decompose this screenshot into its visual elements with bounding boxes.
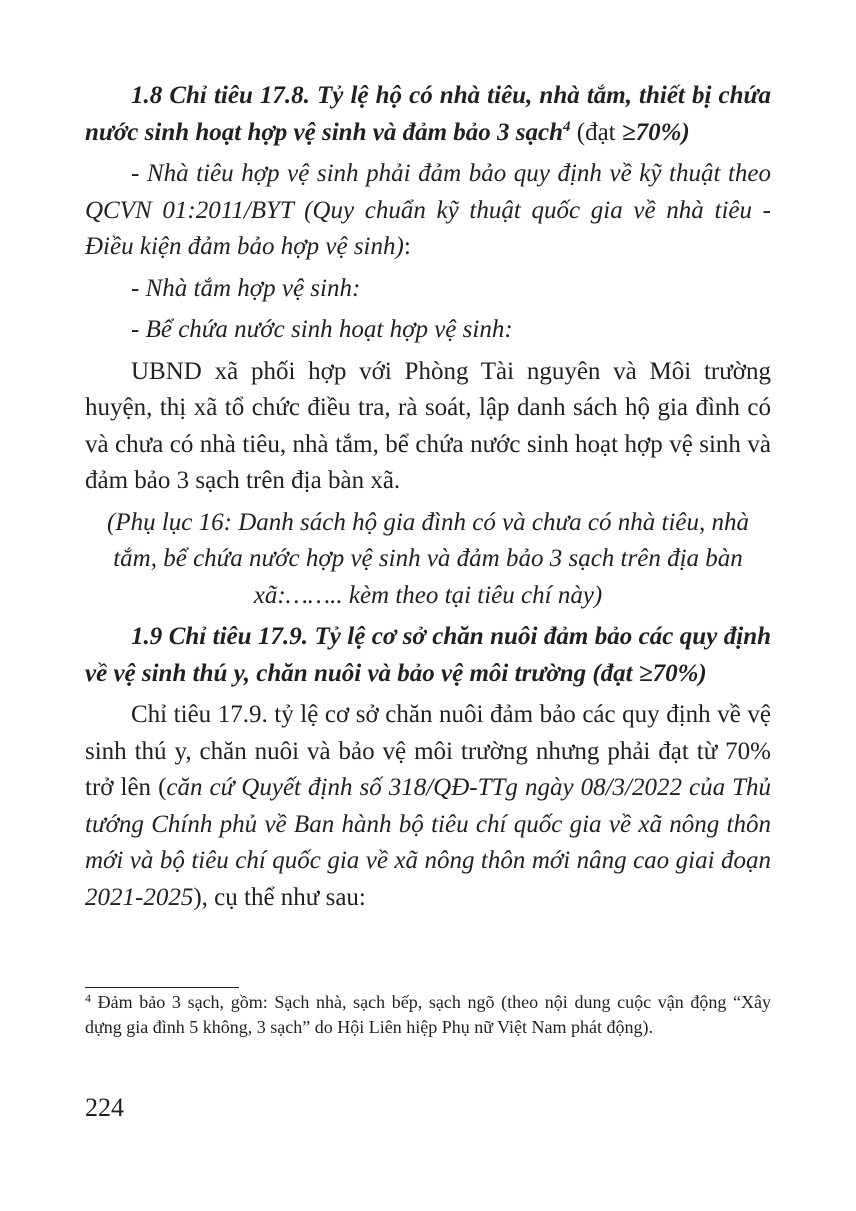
- footnote-number: 4: [85, 991, 91, 1005]
- list-item: - Nhà tiêu hợp vệ sinh phải đảm bảo quy định về kỹ thuật theo QCVN 01:2011/BYT (Quy chuẩn kỹ thuật quốc gia về nhà tiêu - Điều kiện đảm bảo hợp vệ sinh):: [85, 160, 771, 260]
- body-paragraph: UBND xã phối hợp với Phòng Tài nguyên và Môi trường huyện, thị xã tổ chức điều tra, rà soát, lập danh sách hộ gia đình có và chưa có nhà tiêu, nhà tắm, bể chứa nước sinh hoạt hợp vệ sinh và đảm bảo 3 sạch trên địa bàn xã.: [85, 357, 771, 494]
- footnote: [85, 990, 771, 1039]
- section-heading-1-8: 1.8 Chỉ tiêu 17.8. Tỷ lệ hộ có nhà tiêu, nhà tắm, thiết bị chứa nước sinh hoạt hợp vệ sinh và đảm bảo 3 sạch$^4$ (đạt ≥70%): [85, 82, 771, 146]
- page-content: [85, 78, 771, 916]
- appendix-note: (Phụ lục 16: Danh sách hộ gia đình có và chưa có nhà tiêu, nhà tắm, bể chứa nước hợp vệ sinh và đảm bảo 3 sạch trên địa bàn xã:…….. kèm theo tại tiêu chí này): [107, 508, 749, 609]
- footnote-text: Đảm bảo 3 sạch, gồm: Sạch nhà, sạch bếp, sạch ngõ (theo nội dung cuộc vận động “Xây dựng gia đình 5 không, 3 sạch” do Hội Liên hiệp Phụ nữ Việt Nam phát động).: [85, 992, 771, 1037]
- list-item: - Bể chứa nước sinh hoạt hợp vệ sinh:: [131, 316, 513, 343]
- footnote-reference: 4: [563, 118, 571, 135]
- page-number: 224: [85, 1093, 124, 1122]
- footnote-divider: [85, 987, 239, 988]
- body-paragraph: Chỉ tiêu 17.9. tỷ lệ cơ sở chăn nuôi đảm bảo các quy định về vệ sinh thú y, chăn nuôi và bảo vệ môi trường nhưng phải đạt từ 70% trở lên (căn cứ Quyết định số 318/QĐ-TTg ngày 08/3/2022 của Thủ tướng Chính phủ về Ban hành bộ tiêu chí quốc gia về xã nông thôn mới và bộ tiêu chí quốc gia về xã nông thôn mới nâng cao giai đoạn 2021-2025), cụ thể như sau:: [85, 701, 772, 911]
- list-item: - Nhà tắm hợp vệ sinh:: [131, 274, 361, 302]
- section-heading-1-9: 1.9 Chỉ tiêu 17.9. Tỷ lệ cơ sở chăn nuôi đảm bảo các quy định về vệ sinh thú y, chăn nuôi và bảo vệ môi trường (đạt ≥70%): [85, 623, 771, 687]
